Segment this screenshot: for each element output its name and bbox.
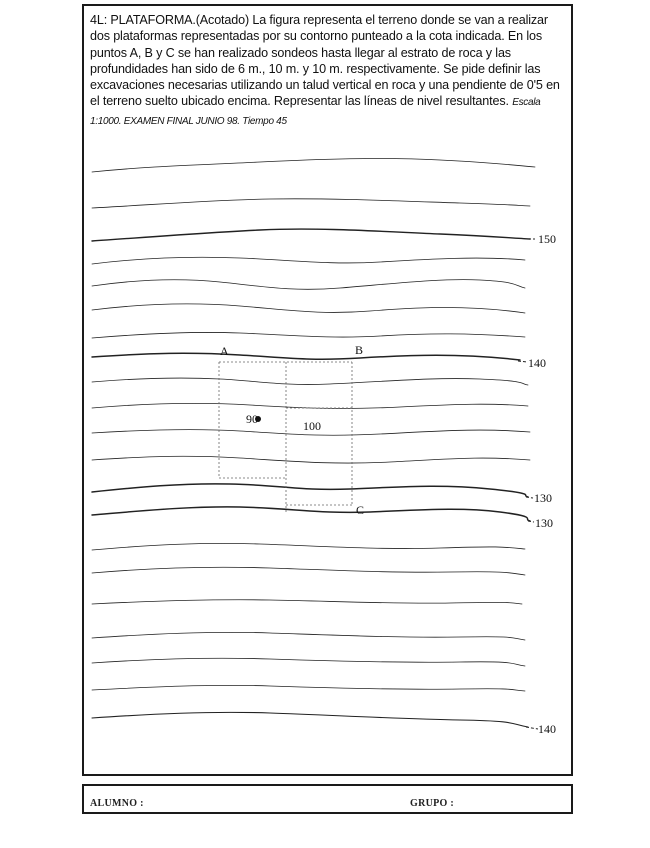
label-leader [528, 521, 534, 522]
contour-line [92, 199, 530, 208]
platform-elevation-left: 90 [246, 412, 258, 426]
contour-label-130-a: 130 [534, 491, 552, 505]
contour-line-130 [92, 484, 528, 497]
contour-line [92, 543, 525, 550]
contour-line [92, 332, 525, 338]
contour-line [92, 378, 528, 385]
student-label: ALUMNO : [90, 798, 144, 809]
student-info-box [82, 784, 573, 814]
platform-elevation-right: 100 [303, 419, 321, 433]
contour-line-130 [92, 507, 530, 521]
statement-text: 4L: PLATAFORMA.(Acotado) La figura representa el terreno donde se van a realizar dos plataformas representadas por su contorno punteado a la cota indicada. En los puntos A, B y C se han realizado sondeos hasta llegar al estrato de roca y las profundidades han sido de 6 m., 10 m. y 10 m. respectivamente. Se pide definir las excavaciones necesarias utilizando un talud vertical en roca y una pendiente de 0'5 en el terreno suelto ubicado encima. Representar las líneas de nivel resultantes. [90, 13, 560, 109]
contour-line [92, 304, 525, 313]
scale-note: Escala 1:1000. EXAMEN FINAL JUNIO 98. Tiempo 45 [90, 97, 541, 127]
contour-line [92, 456, 530, 463]
contour-line [92, 600, 522, 604]
contour-line [92, 658, 525, 666]
contour-line [92, 280, 525, 290]
label-leader [526, 497, 533, 498]
contour-line [92, 567, 525, 575]
contour-line [92, 159, 535, 172]
contour-label-140-bottom: 140 [538, 722, 556, 736]
contour-line [92, 685, 525, 691]
label-leader [518, 361, 527, 362]
contour-line-150 [92, 229, 530, 241]
point-a-label: A [220, 344, 229, 358]
contour-label-150: 150 [538, 232, 556, 246]
point-c-label: C [356, 503, 365, 517]
label-leader [526, 727, 538, 729]
group-label: GRUPO : [410, 798, 455, 809]
contour-line-140 [92, 353, 520, 360]
contour-label-140-top: 140 [528, 356, 546, 370]
contour-line [92, 632, 525, 640]
contour-line-140 [92, 712, 528, 727]
point-b-label: B [355, 343, 364, 357]
contour-label-130-b: 130 [535, 516, 553, 530]
contour-line [92, 257, 525, 264]
